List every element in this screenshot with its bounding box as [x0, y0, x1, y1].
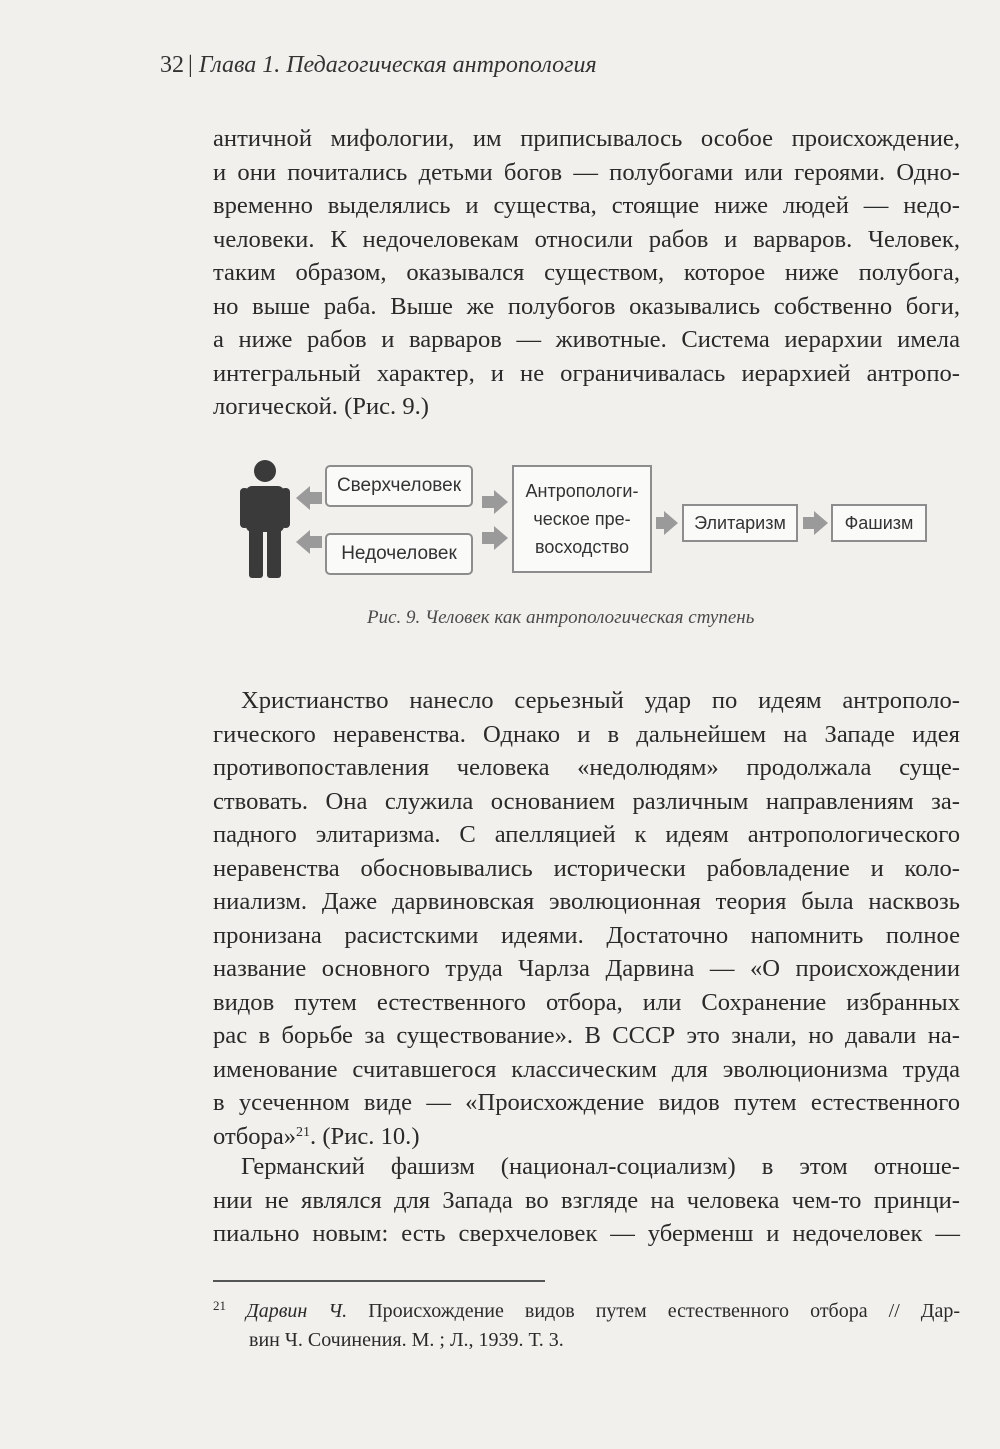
- text-line: Христианство нанесло серьезный удар по идеям антрополо-: [241, 687, 960, 714]
- arrow-super-to-anth: [482, 490, 508, 514]
- text-line: античной мифологии, им приписывалось особое происхождение,: [213, 125, 960, 152]
- text-line: гического неравенства. Однако и в дальнейшем на Западе идея: [213, 720, 960, 748]
- footnote-line: вин Ч. Сочинения. М. ; Л., 1939. Т. 3.: [249, 1329, 564, 1351]
- page-number: 32: [160, 52, 184, 78]
- arrow-sub-to-anth: [482, 526, 508, 550]
- running-header: [160, 52, 597, 79]
- box-line: Антропологи-: [525, 481, 639, 501]
- figure-9-diagram: [230, 450, 970, 580]
- text-line: временно выделялись и существа, стоящие ниже людей — недо-: [213, 192, 960, 219]
- paragraph-3: [213, 1150, 960, 1251]
- box-fascism: Фашизм: [831, 504, 927, 542]
- arrow-to-person-top: [296, 486, 322, 510]
- box-line: восходство: [535, 537, 629, 557]
- text-line: пиально новым: есть сверхчеловек — уберменш и недочеловек —: [213, 1220, 960, 1247]
- footnote: [213, 1297, 960, 1355]
- paragraph-1: [213, 122, 960, 424]
- text-line: в усеченном виде — «Происхождение видов путем естественного: [213, 1089, 960, 1116]
- text-line: противопоставления человека «недолюдям» продолжала суще-: [213, 754, 960, 781]
- footnote-author: Дарвин Ч.: [246, 1300, 348, 1322]
- text-fragment: . (Рис. 10.): [310, 1122, 420, 1150]
- text-line: нии не являлся для Запада во взгляде на человека чем-то принци-: [213, 1186, 960, 1214]
- footnote-reference[interactable]: 21: [296, 1124, 311, 1140]
- box-elitism: Элитаризм: [682, 504, 798, 542]
- text-line: таким образом, оказывался существом, которое ниже полубога,: [213, 259, 960, 286]
- text-line: логической. (Рис. 9.): [213, 393, 429, 420]
- header-separator: |: [188, 52, 193, 78]
- text-line: именование считавшегося классическим для эволюционизма труда: [213, 1055, 960, 1083]
- footnote-text: Происхождение видов путем естественного отбора // Дар-: [347, 1300, 960, 1322]
- chapter-title: Глава 1. Педагогическая антропология: [198, 52, 597, 78]
- text-line: видов путем естественного отбора, или Сохранение избранных: [213, 988, 960, 1016]
- text-line: неравенства обосновывались исторически рабовладение и коло-: [213, 854, 960, 882]
- box-superhuman: Сверхчеловек: [325, 465, 473, 507]
- text-line: ниализм. Даже дарвиновская эволюционная теория была насквозь: [213, 888, 960, 915]
- text-line: падного элитаризма. С апелляцией к идеям антропологического: [213, 821, 960, 848]
- arrow-elit-to-fasc: [803, 511, 828, 535]
- arrow-to-person-bottom: [296, 530, 322, 554]
- footnote-number: 21: [213, 1298, 226, 1313]
- footnote-line: [213, 1297, 960, 1326]
- box-line: ческое пре-: [533, 509, 631, 529]
- arrow-anth-to-elit: [656, 511, 678, 535]
- box-anthropological-superiority: [512, 465, 652, 573]
- text-line: а ниже рабов и варваров — животные. Система иерархии имела: [213, 326, 960, 353]
- text-line: название основного труда Чарлза Дарвина — «О происхождении: [213, 955, 960, 982]
- text-line: пронизана расистскими идеями. Достаточно напомнить полное: [213, 921, 960, 949]
- text-line: человеки. К недочеловекам относили рабов и варваров. Человек,: [213, 225, 960, 253]
- text-line: но выше раба. Выше же полубогов оказывались собственно боги,: [213, 292, 960, 320]
- text-line: и они почитались детьми богов — полубогами или героями. Одно-: [213, 158, 960, 186]
- box-subhuman: Недочеловек: [325, 533, 473, 575]
- text-line: интегральный характер, и не ограничивалась иерархией антропо-: [213, 359, 960, 387]
- text-line: рас в борьбе за существование». В СССР это знали, но давали на-: [213, 1022, 960, 1049]
- text-fragment: отбора»: [213, 1122, 297, 1150]
- figure-caption: Рис. 9. Человек как антропологическая ступень: [367, 607, 755, 628]
- paragraph-2: [213, 684, 960, 1153]
- text-line: ствовать. Она служила основанием различным направлениям за-: [213, 787, 960, 815]
- footnote-divider: [213, 1280, 545, 1282]
- text-line: [213, 1120, 960, 1154]
- text-line: Германский фашизм (национал-социализм) в этом отноше-: [241, 1153, 960, 1180]
